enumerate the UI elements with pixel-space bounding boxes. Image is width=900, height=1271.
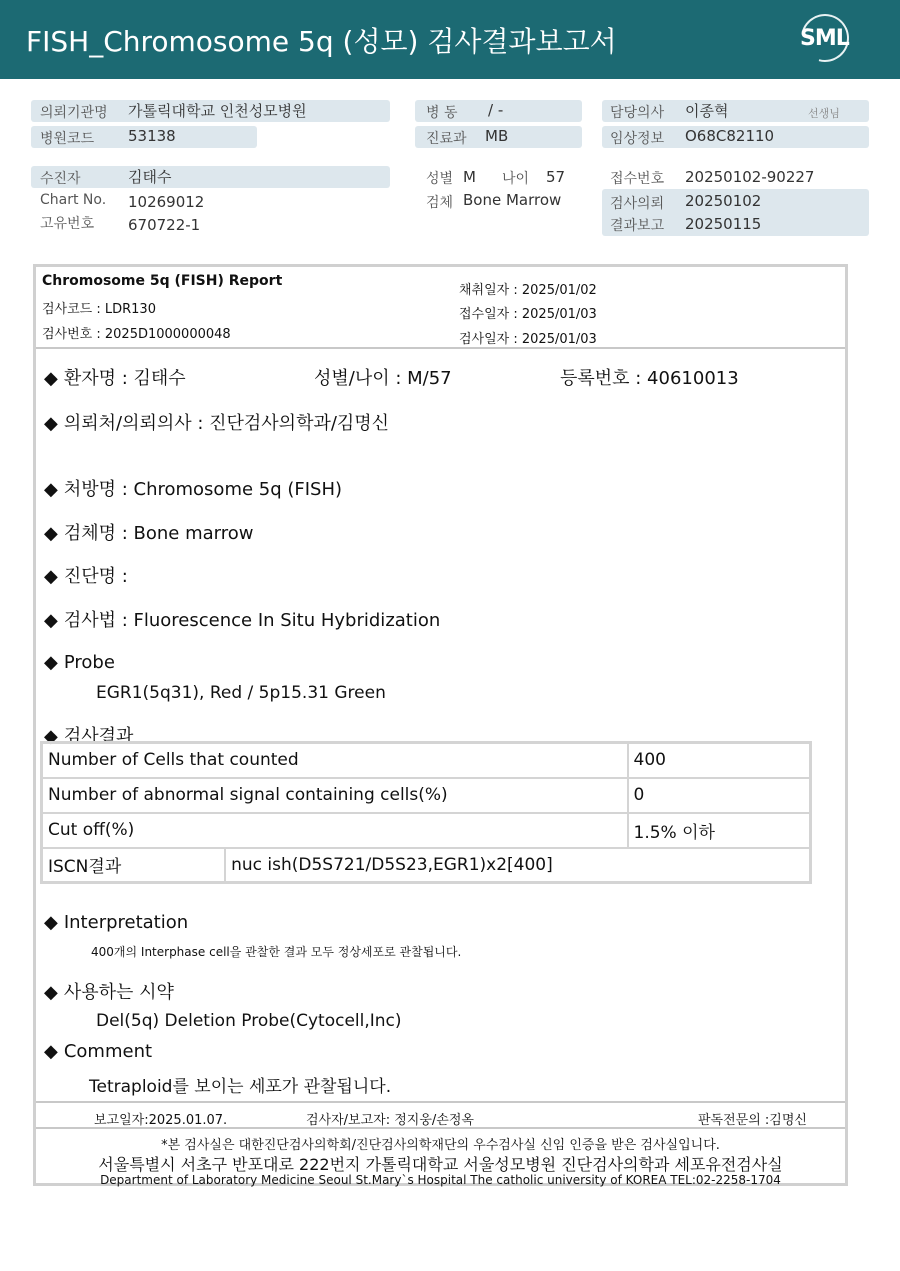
result-table [40, 741, 812, 884]
referrer-line [44, 409, 389, 435]
reader: 판독전문의 :김명신 [698, 1113, 807, 1128]
result-value: 20250115 [685, 215, 762, 233]
patient-name: 환자명 : 김태수 [63, 368, 186, 389]
diagnosis-line [44, 562, 128, 588]
table-row [42, 813, 811, 848]
row-value: 400 [628, 743, 811, 778]
diamond-icon: ◆ [44, 726, 58, 747]
specimen-value: Bone Marrow [463, 191, 562, 209]
result-title: 검사결과 [63, 726, 134, 747]
doctor-suffix: 선생님 [808, 107, 840, 120]
report-header [36, 267, 845, 349]
patient-label: 수진자 [40, 171, 81, 187]
test-number: 검사번호 : 2025D1000000048 [42, 327, 231, 342]
test-code: 검사코드 : LDR130 [42, 302, 156, 317]
dept-value: MB [485, 127, 509, 145]
row-label: Cut off(%) [42, 813, 628, 848]
table-row [42, 743, 811, 778]
diagnosis: 진단명 : [63, 566, 128, 587]
row-label: Number of Cells that counted [42, 743, 628, 778]
table-row [42, 848, 811, 883]
ward-value: / - [488, 101, 504, 119]
row-value: 0 [628, 778, 811, 813]
method: 검사법 : Fluorescence In Situ Hybridization [63, 610, 441, 631]
probe-value: EGR1(5q31), Red / 5p15.31 Green [96, 683, 386, 703]
table-row [42, 778, 811, 813]
patient-row-bg [31, 166, 390, 188]
report-document [33, 264, 848, 1186]
test-date: 검사일자 : 2025/01/03 [459, 332, 597, 347]
institution-label: 의뢰기관명 [40, 105, 108, 121]
patient-name-line [44, 364, 186, 390]
iscn-label: ISCN결과 [42, 848, 226, 883]
diamond-icon: ◆ [44, 982, 58, 1003]
logo-text: SML [800, 26, 849, 51]
probe-title: Probe [63, 652, 115, 673]
referrer: 의뢰처/의뢰의사 : 진단검사의학과/김명신 [63, 413, 390, 434]
report-title: Chromosome 5q (FISH) Report [42, 273, 283, 289]
chart-label: Chart No. [40, 192, 107, 208]
sex-value: M [463, 168, 476, 186]
chart-value: 10269012 [128, 193, 205, 211]
lab-address: 서울특별시 서초구 반포대로 222번지 가톨릭대학교 서울성모병원 진단검사의학과 세포유전검사실 [98, 1155, 783, 1174]
registration-number: 등록번호 : 40610013 [560, 368, 739, 389]
diamond-icon: ◆ [44, 566, 58, 587]
result-label: 결과보고 [610, 218, 665, 234]
institution-value: 가톨릭대학교 인천성모병원 [128, 102, 307, 120]
ward-label: 병 동 [426, 105, 458, 121]
prescription-line [44, 475, 342, 501]
diamond-icon: ◆ [44, 523, 58, 544]
iscn-value: nuc ish(D5S721/D5S23,EGR1)x2[400] [225, 848, 810, 883]
diamond-icon: ◆ [44, 479, 58, 500]
certification-note: *본 검사실은 대한진단검사의학회/진단검사의학재단의 우수검사실 신임 인증을 받은 검사실입니다. [161, 1138, 720, 1153]
specimen-line [44, 519, 253, 545]
page-title: FISH_Chromosome 5q (성모) 검사결과보고서 [26, 25, 617, 58]
request-value: 20250102 [685, 192, 762, 210]
receipt-date: 접수일자 : 2025/01/03 [459, 307, 597, 322]
report-footer [36, 1101, 845, 1187]
request-label: 검사의뢰 [610, 196, 665, 212]
prescription: 처방명 : Chromosome 5q (FISH) [63, 479, 343, 500]
hospital-code-value: 53138 [128, 127, 176, 145]
diamond-icon: ◆ [44, 413, 58, 434]
reporter: 검사자/보고자: 정지웅/손정옥 [306, 1113, 474, 1128]
diamond-icon: ◆ [44, 368, 58, 389]
reagent-value: Del(5q) Deletion Probe(Cytocell,Inc) [96, 1011, 402, 1031]
receipt-label: 접수번호 [610, 171, 665, 187]
comment-title-line [44, 1041, 152, 1062]
sml-logo [797, 12, 855, 66]
doctor-label: 담당의사 [610, 105, 665, 121]
method-line [44, 606, 440, 632]
receipt-value: 20250102-90227 [685, 168, 815, 186]
footer-divider [36, 1127, 845, 1129]
comment-title: Comment [63, 1041, 153, 1062]
interpretation-value: 400개의 Interphase cell을 관찰한 결과 모두 정상세포로 관찰됩니다. [91, 945, 462, 959]
row-value: 1.5% 이하 [628, 813, 811, 848]
specimen: 검체명 : Bone marrow [63, 523, 254, 544]
comment-value: Tetraploid를 보이는 세포가 관찰됩니다. [89, 1077, 392, 1097]
sex-age: 성별/나이 : M/57 [314, 368, 452, 389]
probe-title-line [44, 652, 115, 673]
patient-value: 김태수 [128, 168, 172, 186]
reagent-title-line [44, 978, 174, 1004]
age-label: 나이 [502, 171, 530, 187]
report-date: 보고일자:2025.01.07. [94, 1113, 228, 1128]
diamond-icon: ◆ [44, 610, 58, 631]
diamond-icon: ◆ [44, 1041, 58, 1062]
department-english: Department of Laboratory Medicine Seoul St.Mary`s Hospital The catholic university of KOREA TEL:02-2258-1704 [100, 1173, 781, 1187]
specimen-label: 검체 [426, 195, 454, 211]
collect-date: 채취일자 : 2025/01/02 [459, 283, 597, 298]
age-value: 57 [546, 168, 566, 186]
doctor-value: 이종혁 [685, 102, 729, 120]
diamond-icon: ◆ [44, 652, 58, 673]
reagent-title: 사용하는 시약 [63, 982, 174, 1003]
header-bar [0, 0, 900, 79]
interpretation-title-line [44, 912, 188, 933]
sex-label: 성별 [426, 171, 454, 187]
unique-value: 670722-1 [128, 216, 201, 234]
dept-label: 진료과 [426, 131, 467, 147]
interpretation-title: Interpretation [63, 912, 189, 933]
clinical-label: 임상정보 [610, 131, 665, 147]
clinical-value: O68C82110 [685, 127, 775, 145]
hospital-code-label: 병원코드 [40, 131, 95, 147]
row-label: Number of abnormal signal containing cells(%) [42, 778, 628, 813]
diamond-icon: ◆ [44, 912, 58, 933]
unique-label: 고유번호 [40, 216, 95, 232]
